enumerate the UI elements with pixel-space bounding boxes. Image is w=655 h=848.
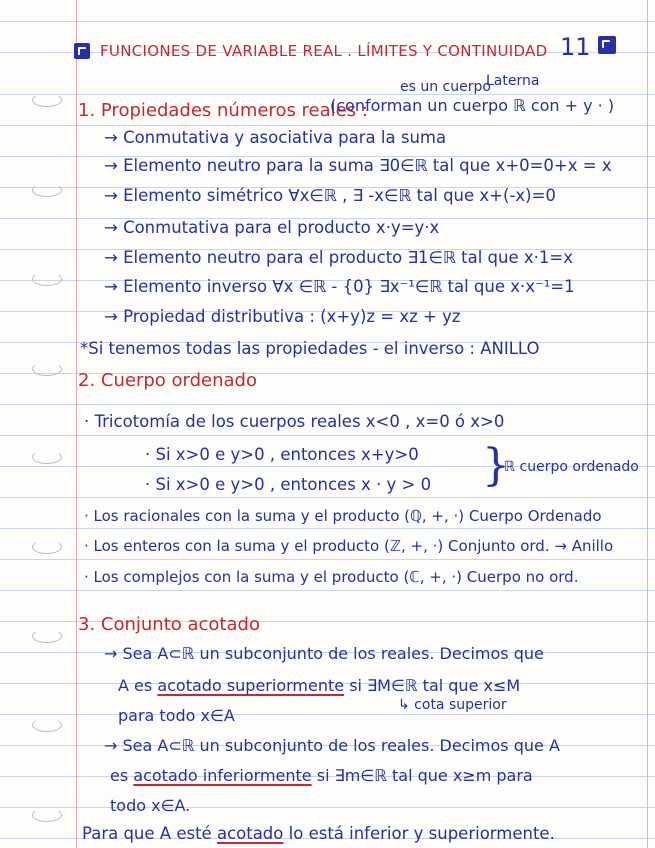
upper-bound-note: ↳ cota superior [398, 697, 507, 713]
definition-text: es [110, 766, 129, 785]
binder-hole [32, 718, 62, 732]
definition-line: todo x∈A. [110, 796, 191, 815]
section2-title: 2. Cuerpo ordenado [78, 370, 257, 391]
ring-note: *Si tenemos todas las propiedades - el inverso : ANILLO [80, 339, 540, 358]
page-corner-icon [598, 36, 616, 54]
definition-line: → Sea A⊂ℝ un subconjunto de los reales. Decimos que [104, 644, 544, 663]
binder-hole [32, 93, 62, 107]
set-example: · Los enteros con la suma y el producto (ℤ, +, ·) Conjunto ord. → Anillo [84, 537, 614, 555]
annotation-laterna: Laterna [486, 73, 540, 89]
property-item: → Elemento simétrico ∀x∈ℝ , ∃ -x∈ℝ tal que x+(-x)=0 [104, 186, 556, 205]
page-number: 11 [560, 33, 591, 61]
margin-line [76, 0, 77, 848]
definition-line [110, 768, 533, 784]
property-item: → Propiedad distributiva : (x+y)z = xz + yz [104, 307, 461, 326]
conclusion-line [82, 826, 555, 843]
trichotomy-line: · Tricotomía de los cuerpos reales x<0 , x=0 ó x>0 [84, 412, 505, 431]
property-item: → Conmutativa y asociativa para la suma [104, 128, 447, 147]
property-item: → Elemento neutro para el producto ∃1∈ℝ tal que x·1=x [104, 248, 573, 267]
page-title: FUNCIONES DE VARIABLE REAL . LÍMITES Y CONTINUIDAD [100, 42, 548, 60]
conclusion-text: Para que A esté [82, 824, 212, 843]
order-condition-product: · Si x>0 e y>0 , entonces x · y > 0 [145, 475, 432, 494]
conclusion-text: lo está inferior y superiormente. [288, 824, 555, 843]
term-bounded: acotado [216, 824, 284, 843]
order-condition-sum: · Si x>0 e y>0 , entonces x+y>0 [145, 445, 419, 464]
section3-title: 3. Conjunto acotado [78, 614, 260, 635]
definition-text: A es [118, 676, 153, 695]
binder-hole [32, 183, 62, 197]
annotation-cuerpo: es un cuerpo [400, 79, 491, 95]
binder-hole [32, 362, 62, 376]
square-corner-icon [74, 43, 90, 59]
binder-hole [32, 629, 62, 643]
binder-hole [32, 540, 62, 554]
definition-line [118, 678, 520, 694]
definition-text: si ∃m∈ℝ tal que x≥m para [316, 766, 533, 785]
definition-text: si ∃M∈ℝ tal que x≤M [349, 676, 521, 695]
right-margin-line [647, 0, 648, 848]
section1-subtitle: (conforman un cuerpo ℝ con + y · ) [330, 96, 615, 115]
property-item: → Conmutativa para el producto x·y=y·x [104, 218, 440, 237]
set-example: · Los complejos con la suma y el producto (ℂ, +, ·) Cuerpo no ord. [84, 568, 579, 586]
property-item: → Elemento inverso ∀x ∈ℝ - {0} ∃x⁻¹∈ℝ tal que x·x⁻¹=1 [104, 277, 575, 296]
definition-line: para todo x∈A [118, 706, 235, 725]
brace-symbol: } [482, 440, 510, 491]
binder-hole [32, 272, 62, 286]
section1-title: 1. Propiedades números reales : [78, 100, 368, 121]
set-example: · Los racionales con la suma y el producto (ℚ, +, ·) Cuerpo Ordenado [84, 507, 602, 525]
definition-line: → Sea A⊂ℝ un subconjunto de los reales. Decimos que A [104, 736, 560, 755]
binder-hole [32, 450, 62, 464]
term-upper-bounded: acotado superiormente [157, 676, 345, 695]
property-item: → Elemento neutro para la suma ∃0∈ℝ tal que x+0=0+x = x [104, 156, 612, 175]
term-lower-bounded: acotado inferiormente [133, 766, 312, 785]
binder-hole [32, 808, 62, 822]
ordered-field-label: ℝ cuerpo ordenado [504, 459, 639, 475]
